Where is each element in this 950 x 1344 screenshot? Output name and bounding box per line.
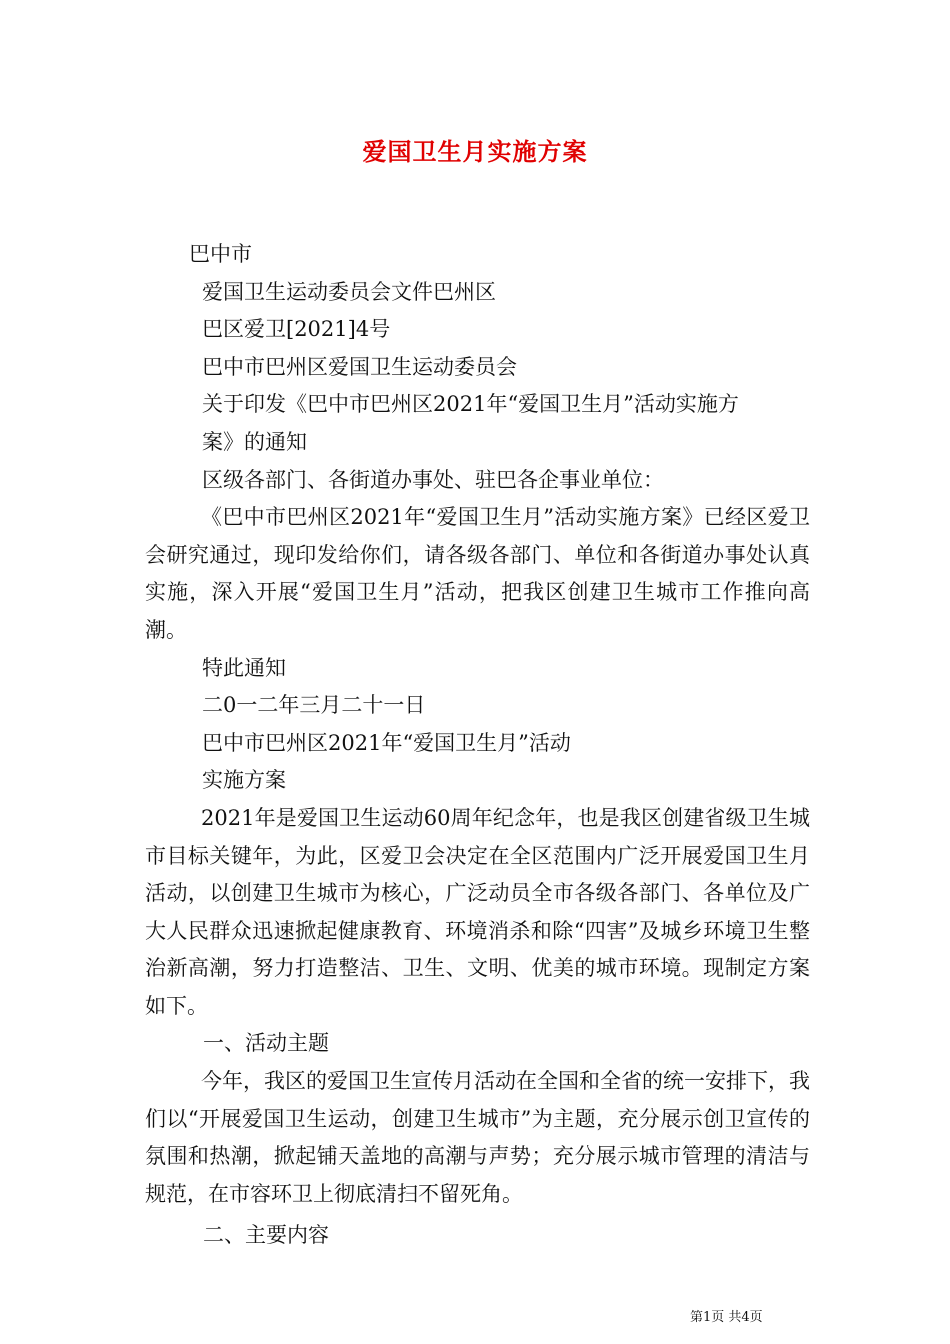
notice-title-line-2: 案》的通知 — [202, 429, 307, 454]
plan-title-line-1: 巴中市巴州区2021年“爱国卫生月”活动 — [202, 730, 571, 755]
document-body — [145, 236, 810, 1255]
notice-title-line-1: 关于印发《巴中市巴州区2021年“爱国卫生月”活动实施方 — [202, 392, 739, 417]
closing: 特此通知 — [202, 655, 286, 680]
issuer: 巴中市巴州区爱国卫生运动委员会 — [202, 354, 517, 379]
issue-date: 二0一二年三月二十一日 — [202, 693, 426, 718]
addressees: 区级各部门、各街道办事处、驻巴各企事业单位： — [202, 467, 664, 492]
header-city: 巴中市 — [189, 242, 252, 266]
section-1-heading: 一、活动主题 — [203, 1031, 329, 1056]
plan-title-line-2: 实施方案 — [202, 768, 286, 793]
header-committee: 爱国卫生运动委员会文件巴州区 — [202, 279, 496, 304]
intro-paragraph: 2021年是爱国卫生运动60周年纪念年，也是我区创建省级卫生城市目标关键年，为此，区爱卫会决定在全区范围内广泛开展爱国卫生月活动，以创建卫生城市为核心，广泛动员全市各级各部门、各单位及广大人民群众迅速掀起健康教育、环境消杀和除“四害”及城乡环境卫生整治新高潮，努力打造整洁、卫生、文明、优美的城市环境。现制定方案如下。 — [145, 805, 810, 1018]
section-1-paragraph: 今年，我区的爱国卫生宣传月活动在全国和全省的统一安排下，我们以“开展爱国卫生运动，创建卫生城市”为主题，充分展示创卫宣传的氛围和热潮，掀起铺天盖地的高潮与声势；充分展示城市管理的清洁与规范，在市容环卫上彻底清扫不留死角。 — [145, 1069, 810, 1206]
notice-body-paragraph: 《巴中市巴州区2021年“爱国卫生月”活动实施方案》已经区爱卫会研究通过，现印发给你们，请各级各部门、单位和各街道办事处认真实施，深入开展“爱国卫生月”活动，把我区创建卫生城市工作推向高潮。 — [145, 505, 810, 642]
document-title: 爱国卫生月实施方案 — [362, 137, 588, 166]
section-2-heading: 二、主要内容 — [203, 1223, 329, 1248]
page-number: 第1页 共4页 — [690, 1310, 763, 1325]
doc-number: 巴区爱卫[2021]4号 — [202, 317, 391, 342]
